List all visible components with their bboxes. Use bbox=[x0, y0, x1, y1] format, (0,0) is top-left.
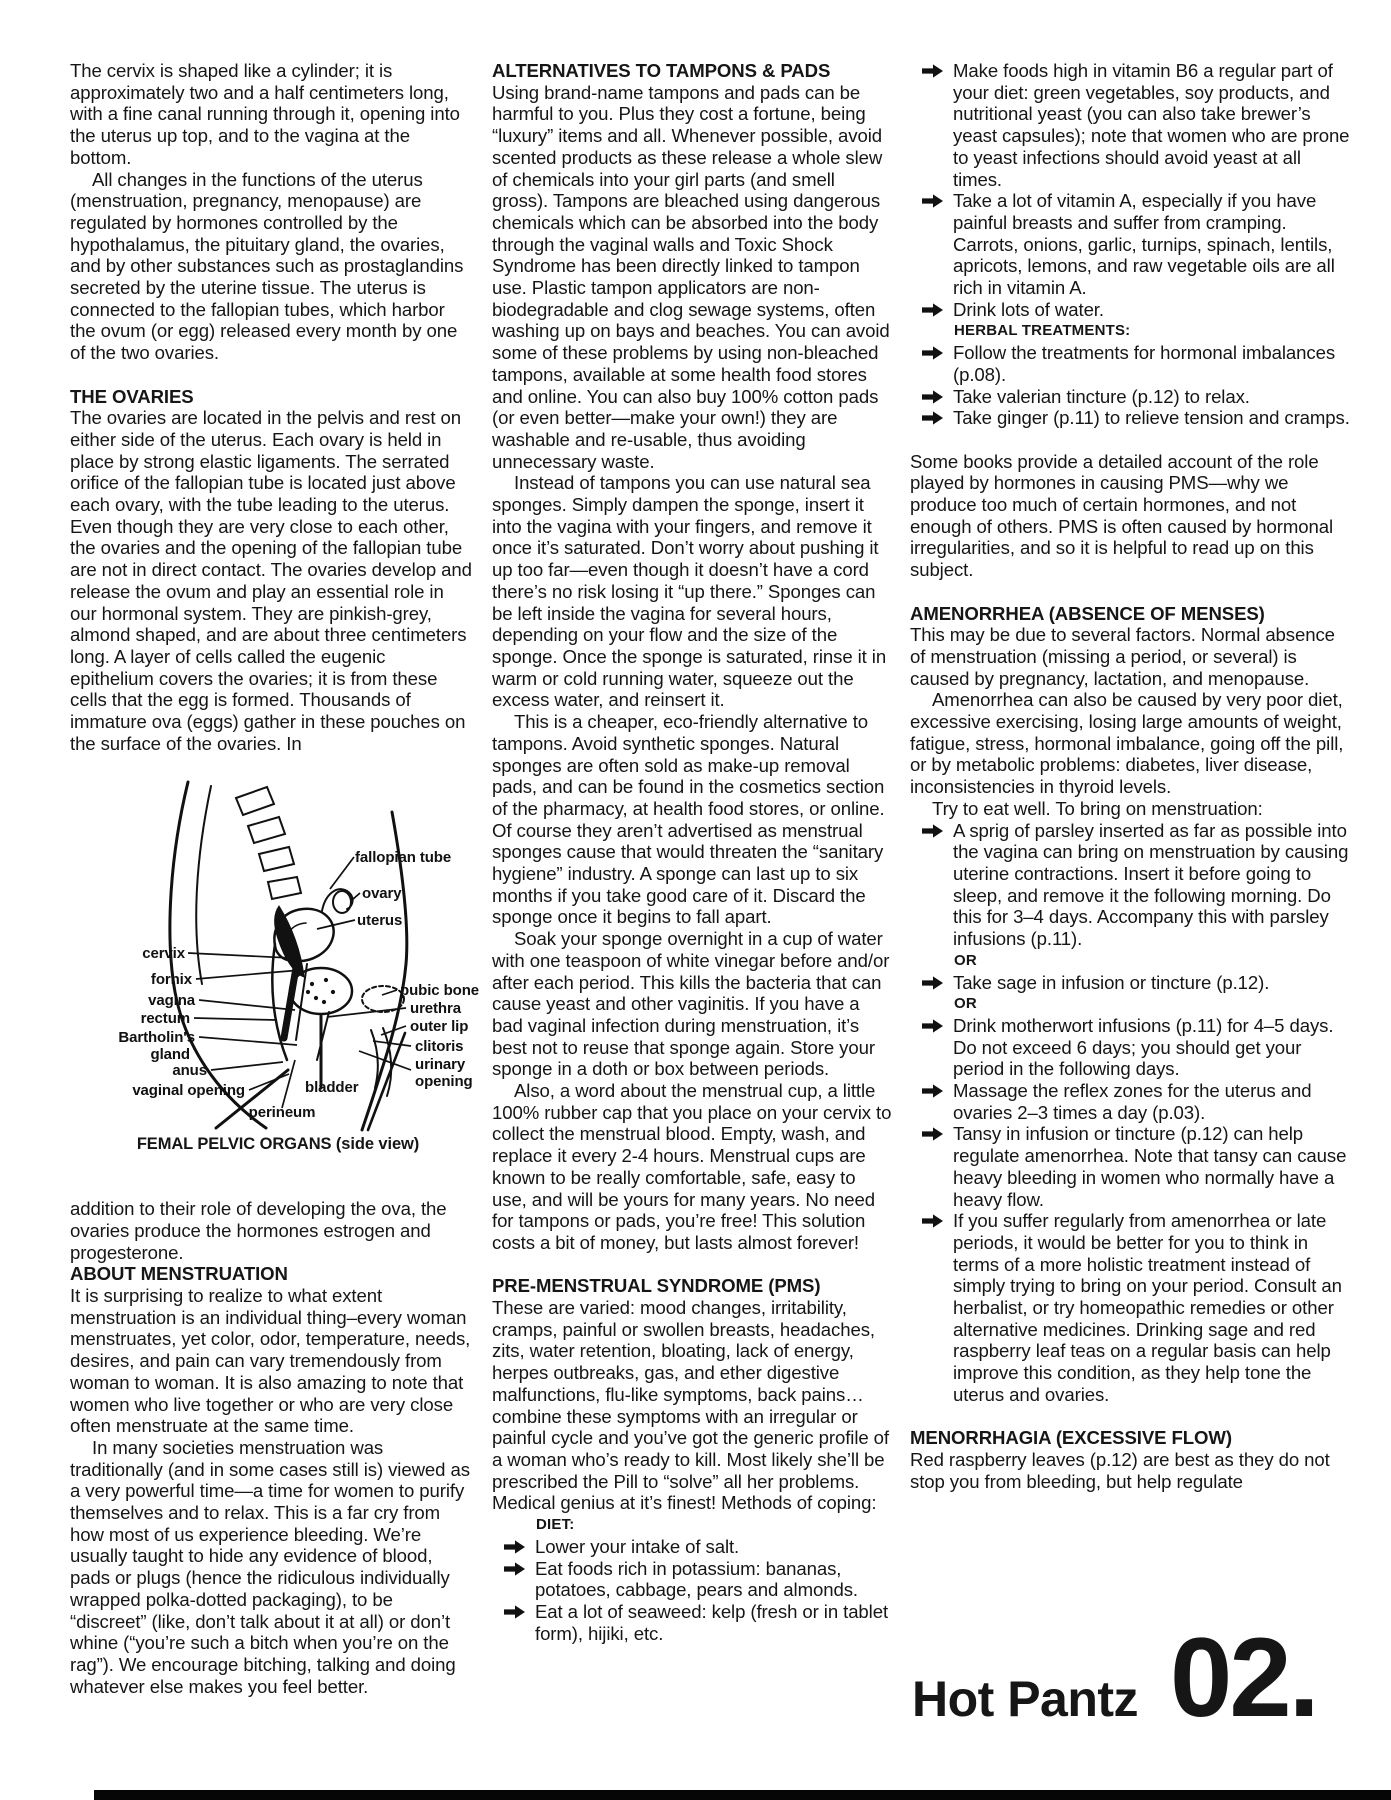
pelvic-diagram-drawing bbox=[70, 778, 500, 1128]
sub-label-or: OR bbox=[954, 951, 977, 969]
list-item-diet-5 bbox=[910, 190, 1351, 299]
arrow-bullet-icon bbox=[504, 1605, 525, 1619]
diagram-label-cervix: cervix bbox=[142, 945, 185, 963]
list-item-diet-1 bbox=[492, 1536, 892, 1558]
paragraph-ovaries-continued: addition to their role of developing the ova, the ovaries produce the hormones estrogen and progesterone. bbox=[70, 1198, 447, 1263]
footer bbox=[912, 1615, 1317, 1740]
paragraph-sea-sponges: Instead of tampons you can use natural sea sponges. Simply dampen the sponge, insert it into the vagina with your fingers, and remove it once it’s saturated. Don’t worry about pushing it up too far—even though it doesn’t have a cord there’s no risk losing it “up there.” Sponges can be left inside the vagina for several hours, depending on your flow and the size of the sponge. Once the sponge is saturated, rinse it in warm or cold running water, squeeze out the excess water, and reinsert it. bbox=[492, 472, 887, 711]
list-item-herbal-1 bbox=[910, 342, 1351, 385]
arrow-bullet-icon bbox=[922, 824, 943, 838]
list-item-diet-2 bbox=[492, 1558, 892, 1601]
heading-amenorrhea: AMENORRHEA (ABSENCE OF MENSES) bbox=[910, 602, 1265, 624]
three-column-layout bbox=[70, 60, 1351, 1697]
list-item-text: Drink lots of water. bbox=[953, 298, 1104, 320]
arrow-bullet-icon bbox=[922, 1127, 943, 1141]
diagram-label-urinary-opening-2: opening bbox=[415, 1073, 473, 1091]
list-item-text: A sprig of parsley inserted as far as possible into the vagina can bring on menstruation by causing uterine contractions. Insert it before going to sleep, and remove it the following morning. Do this for 3–4 days. Accompany this with parsley infusions (p.11). bbox=[953, 819, 1349, 950]
arrow-bullet-icon bbox=[922, 1019, 943, 1033]
arrow-bullet-icon bbox=[922, 390, 943, 404]
heading-the-ovaries: THE OVARIES bbox=[70, 385, 194, 407]
paragraph-ovaries: The ovaries are located in the pelvis and rest on either side of the uterus. Each ovary is held in place by strong elastic ligaments. The serrated orifice of the fallopian tube is located just above each ovary, with the tube leading to the uterus. Even though they are very close to each other, the ovaries and the opening of the fallopian tube are not in direct contact. The ovaries develop and release the ovum and play an essential role in our hormonal system. They are pinkish-grey, almond shaped, and are about three centimeters long. A layer of cells called the eugenic epithelium covers the ovaries; it is from these cells that the egg is formed. Thousands of immature ova (eggs) gather in these pouches on the surface of the ovaries. In bbox=[70, 407, 472, 754]
list-item-text: Make foods high in vitamin B6 a regular part of your diet: green vegetables, soy products, and nutritional yeast (you can also take brewer’s yeast capsules); note that women who are prone to yeast infections should avoid yeast at all times. bbox=[953, 60, 1350, 190]
diagram-caption: FEMAL PELVIC ORGANS (side view) bbox=[136, 1135, 420, 1154]
arrow-bullet-icon bbox=[922, 411, 943, 425]
arrow-bullet-icon bbox=[922, 1214, 943, 1228]
page-number: 02. bbox=[1170, 1615, 1317, 1740]
sub-label-or: OR bbox=[954, 995, 977, 1013]
list-item-text: If you suffer regularly from amenorrhea or late periods, it would be better for you to think in terms of a more holistic treatment instead of simply trying to bring on your period. Consult an herbalist, or try homeopathic remedies or other alternative medicines. Drinking sage and red raspberry leaf teas on a regular basis can help improve this condition, as they help tone the uterus and ovaries. bbox=[953, 1210, 1342, 1405]
diagram-label-ovary: ovary bbox=[362, 885, 402, 903]
arrow-bullet-icon bbox=[922, 194, 943, 208]
list-item-text: Drink motherwort infusions (p.11) for 4–5 days. Do not exceed 6 days; you should get your period in the following days. bbox=[953, 1014, 1334, 1080]
sub-label-herbal-treatments: HERBAL TREATMENTS: bbox=[954, 322, 1131, 340]
list-item-bring-1 bbox=[910, 820, 1351, 950]
page-edge-bar bbox=[94, 1790, 1391, 1800]
list-item-text: Take ginger (p.11) to relieve tension and cramps. bbox=[953, 407, 1350, 429]
paragraph-menstrual-cup: Also, a word about the menstrual cup, a little 100% rubber cap that you place on your cervix to collect the menstrual blood. Empty, wash, and replace it every 2-4 hours. Menstrual cups are known to be really comfortable, safe, easy to use, and will be yours for many years. No need for tampons or pads, you’re free! This solution costs a bit of money, but lasts almost forever! bbox=[492, 1080, 892, 1253]
list-item-bring-4 bbox=[910, 1080, 1351, 1123]
list-item-diet-6 bbox=[910, 299, 1351, 321]
diagram-label-anus: anus bbox=[172, 1062, 207, 1080]
paragraph-cervix: The cervix is shaped like a cylinder; it is approximately two and a half centimeters long, with a fine canal running through it, opening into the uterus up top, and to the vagina at the bottom. bbox=[70, 60, 460, 168]
diagram-label-urinary-opening: urinary bbox=[415, 1056, 466, 1074]
diagram-label-rectum: rectum bbox=[140, 1010, 190, 1028]
list-item-text: Tansy in infusion or tincture (p.12) can help regulate amenorrhea. Note that tansy can cause heavy bleeding in women who normally have a heavy flow. bbox=[953, 1123, 1347, 1210]
diagram-label-bartholins-gland: Bartholin's bbox=[118, 1029, 195, 1047]
list-item-herbal-3 bbox=[910, 407, 1351, 429]
arrow-bullet-icon bbox=[922, 976, 943, 990]
list-item-text: Massage the reflex zones for the uterus and ovaries 2–3 times a day (p.03). bbox=[953, 1080, 1312, 1123]
diagram-label-clitoris: clitoris bbox=[415, 1038, 464, 1056]
list-item-text: Take sage in infusion or tincture (p.12). bbox=[953, 971, 1270, 993]
diagram-label-vaginal-opening: vaginal opening bbox=[132, 1082, 245, 1100]
paragraph-brand-name: Using brand-name tampons and pads can be harmful to you. Plus they cost a fortune, being “luxury” items and all. Whenever possible, avoid scented products as these release a whole slew of chemicals into your girl parts (and smell gross). Tampons are bleached using dangerous chemicals which can be absorbed into the body through the vaginal walls and Toxic Shock Syndrome has been directly linked to tampon use. Plastic tampon applicators are non-biodegradable and clog sewage systems, often washing up on bays and beaches. You can avoid some of these problems by using non-bleached tampons, available at some health food stores and online. You can also buy 100% cotton pads (or even better—make your own!) they are washable and re-usable, thus avoiding unnecessary waste. bbox=[492, 81, 890, 472]
list-item-bring-2 bbox=[910, 972, 1351, 994]
list-item-diet-4 bbox=[910, 60, 1351, 190]
paragraph-amenorrhea-factors: This may be due to several factors. Normal absence of menstruation (missing a period, or several) is caused by pregnancy, lactation, and menopause. bbox=[910, 624, 1335, 689]
diagram-label-vagina: vagina bbox=[148, 992, 195, 1010]
paragraph-red-raspberry: Red raspberry leaves (p.12) are best as they do not stop you from bleeding, but help regulate bbox=[910, 1448, 1330, 1492]
heading-alternatives: ALTERNATIVES TO TAMPONS & PADS bbox=[492, 60, 831, 81]
paragraph-cheaper-alternative: This is a cheaper, eco-friendly alternative to tampons. Avoid synthetic sponges. Natural sponges are often sold as make-up removal pads, and can be found in the cosmetics section of the pharmacy, at health food stores, or online. Of course they aren’t advertised as menstrual sponges cause that would threaten the “sanitary hygiene” industry. A sponge can last up to six months if you take good care of it. Discard the sponge once it begins to fall apart. bbox=[492, 711, 885, 928]
diagram-label-outer-lip: outer lip bbox=[410, 1018, 469, 1036]
heading-about-menstruation: ABOUT MENSTRUATION bbox=[70, 1263, 288, 1285]
list-item-text: Eat foods rich in potassium: bananas, potatoes, cabbage, pears and almonds. bbox=[535, 1557, 858, 1601]
list-item-herbal-2 bbox=[910, 386, 1351, 408]
paragraph-menstruation-societies: In many societies menstruation was traditionally (and in some cases still is) viewed as a very powerful time—a time for women to purify themselves and to relax. This is a far cry from how most of us experience bleeding. We’re usually taught to hide any evidence of blood, pads or plugs (hence the ridiculous individually wrapped polka-dotted packaging), to be “discreet” (like, don’t talk about it at all) or don’t whine (“you’re such a bitch when you’re on the rag”). We encourage bitching, talking and doing whatever else makes you feel better. bbox=[70, 1436, 470, 1697]
diagram-label-bladder: bladder bbox=[305, 1079, 359, 1097]
paragraph-soak-sponge: Soak your sponge overnight in a cup of water with one teaspoon of white vinegar before and/or after each period. This kills the bacteria that can cause yeast and other vaginitis. If you have a bad vaginal infection during menstruation, it’s best not to reuse that sponge again. Store your sponge in a doth or box between periods. bbox=[492, 928, 890, 1080]
arrow-bullet-icon bbox=[922, 64, 943, 78]
diagram-label-urethra: urethra bbox=[410, 1000, 461, 1018]
list-item-diet-3 bbox=[492, 1601, 892, 1644]
diagram-label-fallopian-tube: fallopian tube bbox=[355, 849, 452, 867]
diagram-label-uterus: uterus bbox=[357, 912, 403, 930]
pelvic-diagram bbox=[70, 778, 500, 1156]
arrow-bullet-icon bbox=[504, 1540, 525, 1554]
paragraph-try-to-eat-well: Try to eat well. To bring on menstruation: bbox=[932, 797, 1263, 819]
list-item-bring-6 bbox=[910, 1210, 1351, 1405]
diagram-label-pubic-bone: pubic bone bbox=[400, 982, 479, 1000]
list-item-bring-5 bbox=[910, 1123, 1351, 1210]
diagram-label-bartholins-gland-2: gland bbox=[150, 1046, 190, 1064]
paragraph-uterus-functions: All changes in the functions of the uterus (menstruation, pregnancy, menopause) are regulated by hormones controlled by the hypothalamus, the pituitary gland, the ovaries, and by other substances such as prostaglandins secreted by the uterine tissue. The uterus is connected to the fallopian tubes, which harbor the ovum (or egg) released every month by one of the two ovaries. bbox=[70, 168, 464, 364]
diagram-label-fornix: fornix bbox=[150, 971, 192, 989]
paragraph-amenorrhea-causes: Amenorrhea can also be caused by very poor diet, excessive exercising, losing large amounts of weight, fatigue, stress, hormonal imbalance, going off the pill, or by metabolic problems: diabetes, liver disease, inconsistencies in thyroid levels. bbox=[910, 689, 1344, 798]
list-item-text: Lower your intake of salt. bbox=[535, 1535, 740, 1557]
list-item-text: Take a lot of vitamin A, especially if you have painful breasts and suffer from cramping. Carrots, onions, garlic, turnips, spinach, lentils, apricots, lemons, and raw vegetable oils are all rich in vitamin A. bbox=[953, 190, 1335, 299]
arrow-bullet-icon bbox=[922, 303, 943, 317]
list-item-text: Take valerian tincture (p.12) to relax. bbox=[953, 385, 1250, 407]
paragraph-pms-symptoms: These are varied: mood changes, irritability, cramps, painful or swollen breasts, headaches, zits, water retention, bloating, lack of energy, herpes outbreaks, gas, and ether digestive malfunctions, flu-like symptoms, back pains… combine these symptoms with an irregular or painful cycle and you’ve got the generic profile of a woman who’s ready to kill. Most likely she’ll be prescribed the Pill to “solve” all her problems. Medical genius at it’s finest! Methods of coping: bbox=[492, 1297, 889, 1514]
arrow-bullet-icon bbox=[922, 1084, 943, 1098]
heading-menorrhagia: MENORRHAGIA (EXCESSIVE FLOW) bbox=[910, 1427, 1232, 1449]
paragraph-some-books: Some books provide a detailed account of the role played by hormones in causing PMS—why we produce too much of certain hormones, and not enough of others. PMS is often caused by hormonal irregularities, and so it is helpful to read up on this subject. bbox=[910, 450, 1334, 581]
arrow-bullet-icon bbox=[922, 346, 943, 360]
sub-label-diet: DIET: bbox=[536, 1516, 575, 1534]
column-right bbox=[910, 60, 1351, 1697]
list-item-bring-3 bbox=[910, 1015, 1351, 1080]
heading-pms: PRE-MENSTRUAL SYNDROME (PMS) bbox=[492, 1275, 821, 1297]
zine-title: Hot Pantz bbox=[912, 1671, 1139, 1727]
column-middle bbox=[492, 60, 892, 1697]
diagram-label-perineum: perineum bbox=[248, 1104, 316, 1122]
list-item-text: Eat a lot of seaweed: kelp (fresh or in tablet form), hijiki, etc. bbox=[535, 1600, 889, 1644]
arrow-bullet-icon bbox=[504, 1562, 525, 1576]
list-item-text: Follow the treatments for hormonal imbalances (p.08). bbox=[953, 342, 1336, 385]
column-left bbox=[70, 60, 479, 1697]
paragraph-menstruation-individual: It is surprising to realize to what extent menstruation is an individual thing–every woman menstruates, yet color, odor, temperature, needs, desires, and pain can vary tremendously from woman to woman. It is also amazing to note that women who live together or who are very close often menstruate at the same time. bbox=[70, 1285, 471, 1437]
